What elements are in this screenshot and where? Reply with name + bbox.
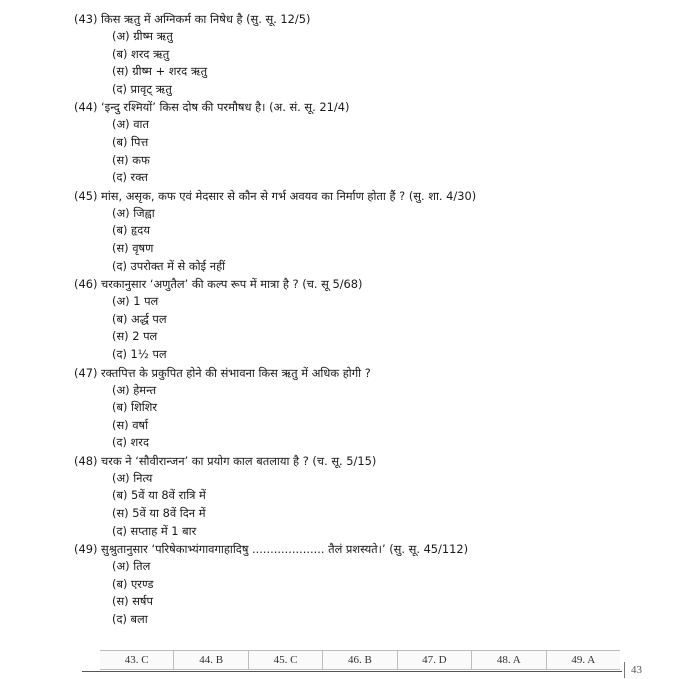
option: (अ) जिह्वा [112,205,155,220]
question-44: (44) ‘इन्दु रश्मियों’ किस दोष की परमौषध है। (अ. सं. सू. 21/4) [74,100,350,115]
option: (अ) नित्य [112,470,153,485]
options-43 [112,28,664,98]
option: (ब) पित्त [112,134,149,149]
option: (स) 5वें या 8वें दिन में [112,506,206,521]
option: (ब) शिशिर [112,400,158,415]
question-43: (43) किस ऋतु में अग्निकर्म का निषेध है (सु. सू. 12/5) [74,12,311,26]
answer-44: 44. B [173,651,247,669]
option: (द) रक्त [112,170,148,185]
option: (स) वर्षा [112,417,149,432]
answer-48: 48. A [471,651,545,669]
question-46: (46) चरकानुसार ‘अणुतैल’ की कल्प रूप में मात्रा है ? (च. सू 5/68) [74,277,363,292]
option: (स) वृषण [112,240,154,255]
option: (द) शरद [112,435,150,450]
option: (स) सर्षप [112,594,153,609]
option: (ब) अर्द्ध पल [112,311,167,326]
answer-43: 43. C [124,654,149,666]
option: (अ) तिल [112,559,151,574]
answer-49: 49. A [546,651,620,669]
option: (अ) हेमन्त [112,382,157,397]
options-47 [112,382,664,452]
answer-47: 47. D [397,651,471,669]
answer-46: 46. B [322,651,396,669]
question-49: (49) सुश्रुतानुसार ‘परिषेकाभ्यंगावगाहादिषु .................... तैलं प्रशस्यते।’ (सु. सू. 45/112) [74,542,469,557]
page-number: 43 [624,662,661,678]
option: (द) उपरोक्त में से कोई नहीं [112,258,226,273]
option: (ब) एरण्ड [112,576,154,591]
option: (स) ग्रीष्म + शरद ऋतु [112,64,208,79]
option: (ब) हृदय [112,223,150,238]
options-48 [112,470,664,540]
question-48: (48) चरक ने ‘सौवीरान्जन’ का प्रयोग काल बतलाया है ? (च. सू. 5/15) [74,453,377,468]
option: (ब) 5वें या 8वें रात्रि में [112,488,206,503]
options-46 [112,293,664,363]
option: (द) प्रावृट् ऋतु [112,81,172,96]
option: (अ) ग्रीष्म ऋतु [112,29,173,43]
option: (ब) शरद ऋतु [112,46,170,61]
answer-key [100,650,620,670]
footer-rule [82,671,622,672]
option: (द) 1½ पल [112,346,167,361]
question-list [74,10,664,629]
options-45 [112,205,664,275]
question-47: (47) रक्तपित्त के प्रकुपित होने की संभावना किस ऋतु में अधिक होगी ? [74,365,371,380]
question-45: (45) मांस, असृक, कफ एवं मेदसार से कौन से गर्भ अवयव का निर्माण होता हैं ? (सु. शा. 4/30) [74,188,477,203]
options-49 [112,558,664,628]
option: (स) कफ [112,152,150,167]
option: (अ) वात [112,117,149,132]
option: (स) 2 पल [112,329,158,344]
answer-45: 45. C [248,651,322,669]
options-44 [112,116,664,186]
option: (अ) 1 पल [112,294,159,309]
option: (द) बला [112,612,148,627]
option: (द) सप्ताह में 1 बार [112,523,197,538]
